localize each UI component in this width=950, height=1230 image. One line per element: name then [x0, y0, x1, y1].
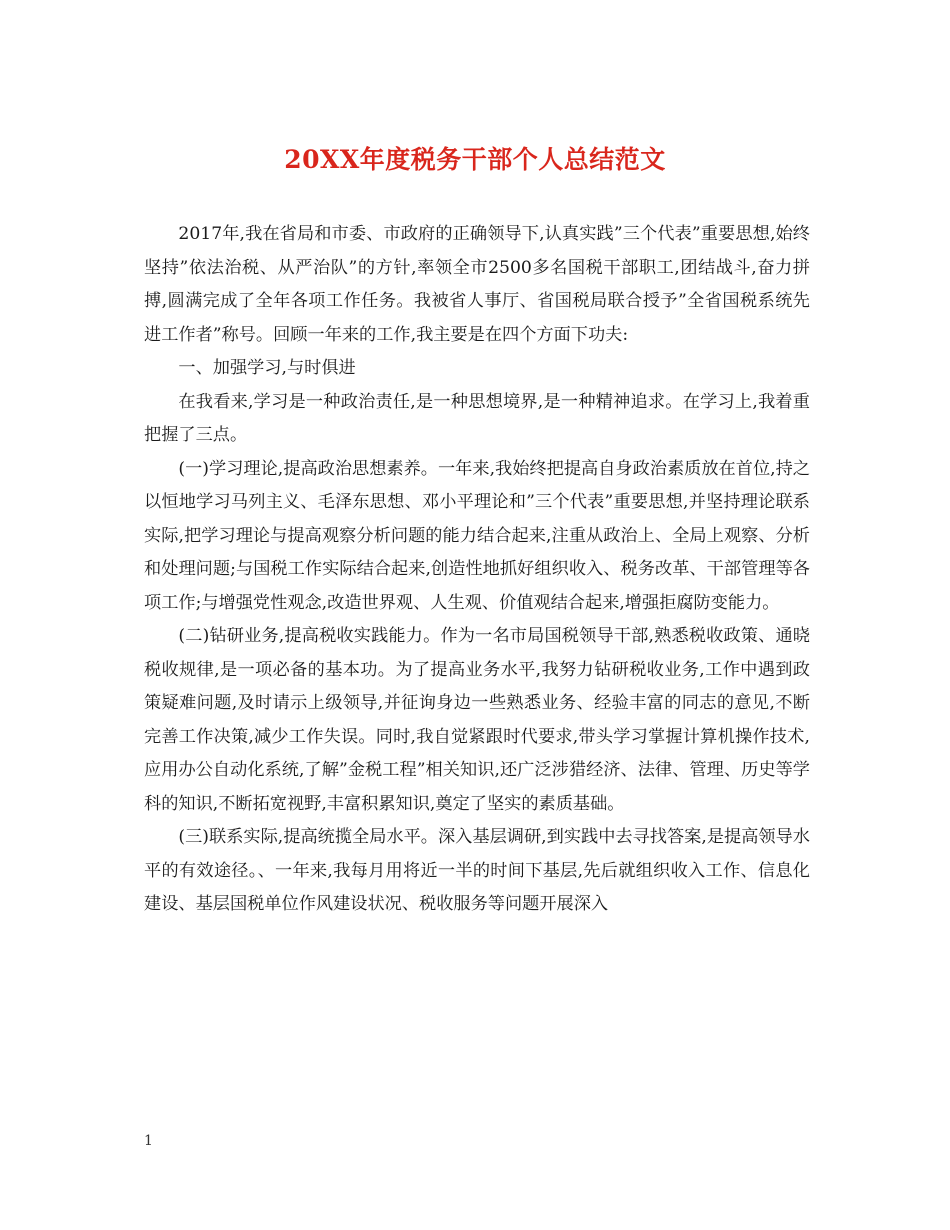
paragraph-study-view: 在我看来,学习是一种政治责任,是一种思想境界,是一种精神追求。在学习上,我着重把握了三点。	[144, 391, 810, 445]
paragraph-theory: (一)学习理论,提高政治思想素养。一年来,我始终把提高自身政治素质放在首位,持之以恒地学习马列主义、毛泽东思想、邓小平理论和”三个代表”重要思想,并坚持理论联系实际,把学习理论与提高观察分析问题的能力结合起来,注重从政治上、全局上观察、分析和处理问题;与国税工作实际结合起来,创造性地抓好组织收入、税务改革、干部管理等各项工作;与增强党性观念,改造世界观、人生观、价值观结合起来,增强拒腐防变能力。	[144, 458, 810, 613]
page-number: 1	[144, 1133, 153, 1149]
section-heading-1: 一、加强学习,与时俱进	[178, 358, 356, 378]
paragraph-business: (二)钻研业务,提高税收实践能力。作为一名市局国税领导干部,熟悉税收政策、通晓税收规律,是一项必备的基本功。为了提高业务水平,我努力钻研税收业务,工作中遇到政策疑难问题,及时请示上级领导,并征询身边一些熟悉业务、经验丰富的同志的意见,不断完善工作决策,减少工作失误。同时,我自觉紧跟时代要求,带头学习掌握计算机操作技术,应用办公自动化系统,了解”金税工程”相关知识,还广泛涉猎经济、法律、管理、历史等学科的知识,不断拓宽视野,丰富积累知识,奠定了坚实的素质基础。	[144, 626, 810, 814]
paragraph-intro: 2017年,我在省局和市委、市政府的正确领导下,认真实践”三个代表”重要思想,始终坚持”依法治税、从严治队”的方针,率领全市2500多名国税干部职工,团结战斗,奋力拼搏,圆满完成了全年各项工作任务。我被省人事厅、省国税局联合授予”全省国税系统先进工作者”称号。回顾一年来的工作,我主要是在四个方面下功夫:	[144, 224, 810, 345]
document-title: 20XX年度税务干部个人总结范文	[284, 145, 666, 174]
paragraph-practice: (三)联系实际,提高统揽全局水平。深入基层调研,到实践中去寻找答案,是提高领导水平的有效途径。、一年来,我每月用将近一半的时间下基层,先后就组织收入工作、信息化建设、基层国税单位作风建设状况、税收服务等问题开展深入	[144, 827, 810, 914]
document-body	[144, 218, 810, 922]
